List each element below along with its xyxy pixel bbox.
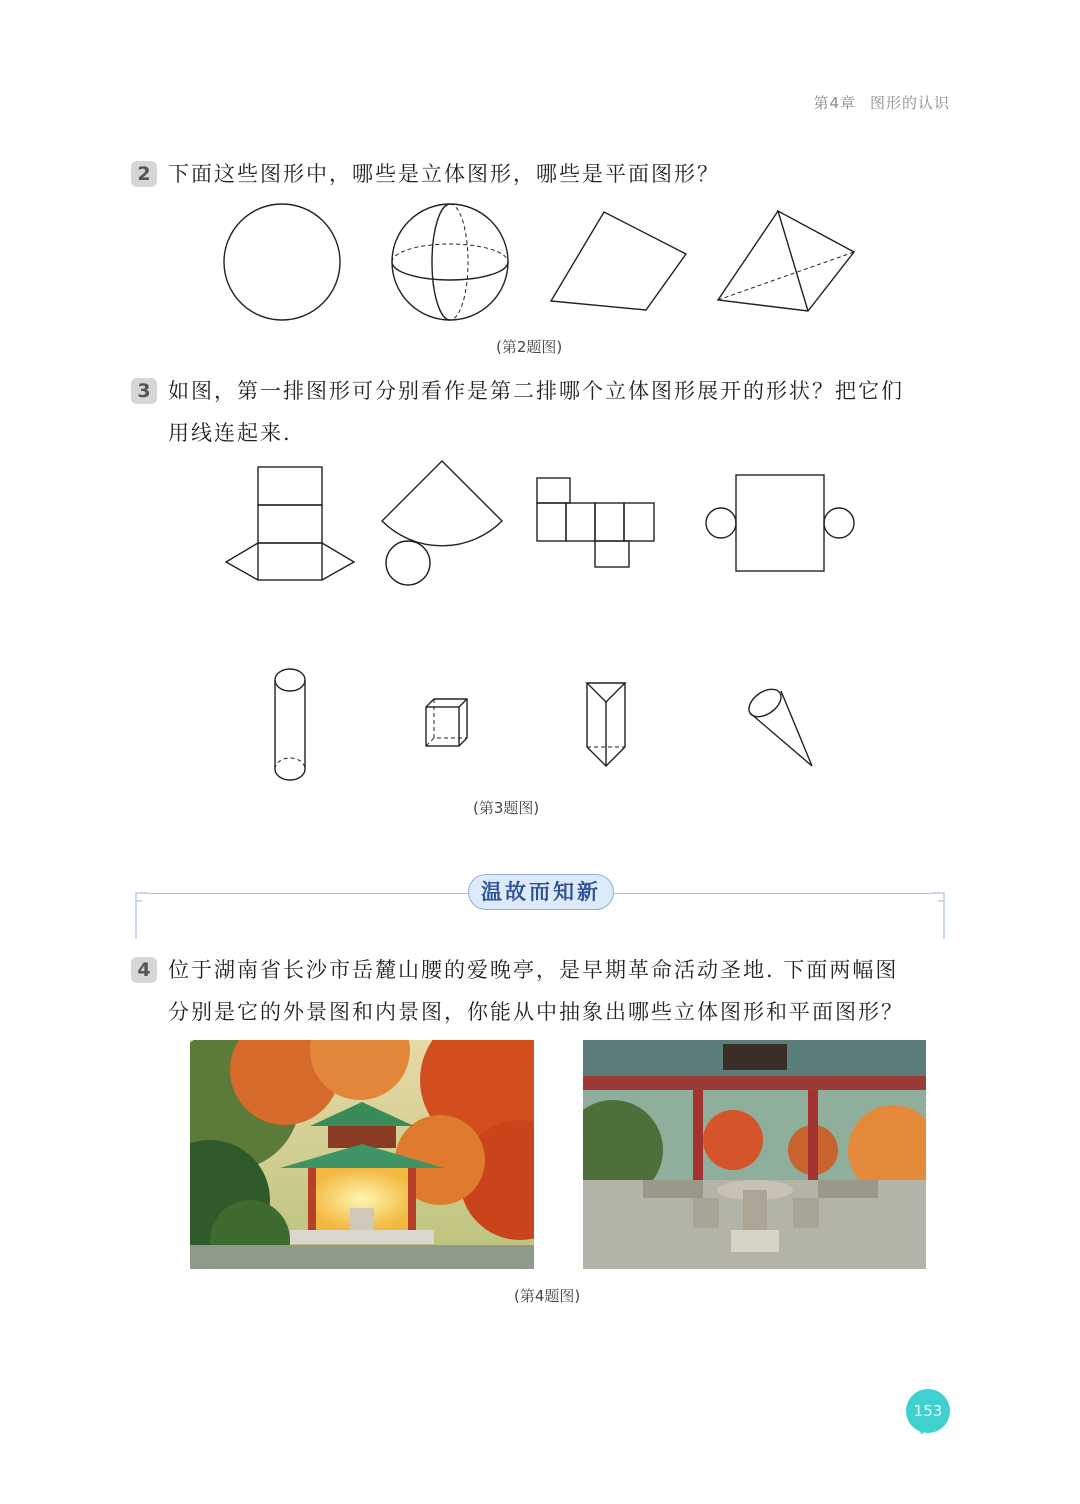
solid-cube (426, 699, 467, 746)
figure-triangular-pyramid (718, 211, 854, 311)
question-4-number: 4 (131, 957, 157, 983)
question-3-line-2: 用线连起来. (168, 421, 292, 445)
figure-circle (224, 204, 340, 320)
net-cylinder (706, 475, 854, 571)
pavilion-interior-photo (583, 1040, 926, 1269)
solid-cylinder (275, 669, 305, 780)
figure-sphere (392, 204, 508, 320)
question-3-line-1: 如图，第一排图形可分别看作是第二排哪个立体图形展开的形状？把它们 (168, 379, 904, 403)
net-cone (382, 461, 502, 585)
question-3-number: 3 (131, 378, 157, 404)
net-cube (537, 478, 654, 567)
question-2-text: 下面这些图形中，哪些是立体图形，哪些是平面图形？ (168, 162, 720, 186)
question-4-caption: (第4题图) (514, 1287, 581, 1305)
question-2-number: 2 (131, 161, 157, 187)
question-2-figures (0, 0, 1080, 340)
solid-cone (744, 684, 812, 766)
net-triangular-prism (226, 467, 354, 580)
question-2-caption: (第2题图) (496, 338, 563, 356)
banner-line-right (614, 893, 932, 894)
question-4-line-1: 位于湖南省长沙市岳麓山腰的爱晚亭，是早期革命活动圣地. 下面两幅图 (168, 958, 899, 982)
solid-triangular-prism (587, 683, 625, 766)
figure-quadrilateral (551, 212, 686, 310)
chapter-number: 第4章 (813, 94, 856, 112)
pavilion-exterior-photo (190, 1040, 534, 1269)
page-number-badge: 153 (906, 1389, 950, 1433)
question-3-figures (0, 440, 1080, 790)
banner-corner-right (926, 885, 952, 941)
question-4-line-2: 分别是它的外景图和内景图，你能从中抽象出哪些立体图形和平面图形？ (168, 1000, 904, 1024)
question-3-caption: (第3题图) (473, 799, 540, 817)
banner-line-left (148, 893, 468, 894)
section-banner: 温故而知新 (468, 874, 614, 910)
banner-corner-left (128, 885, 154, 941)
chapter-title: 图形的认识 (869, 94, 950, 112)
